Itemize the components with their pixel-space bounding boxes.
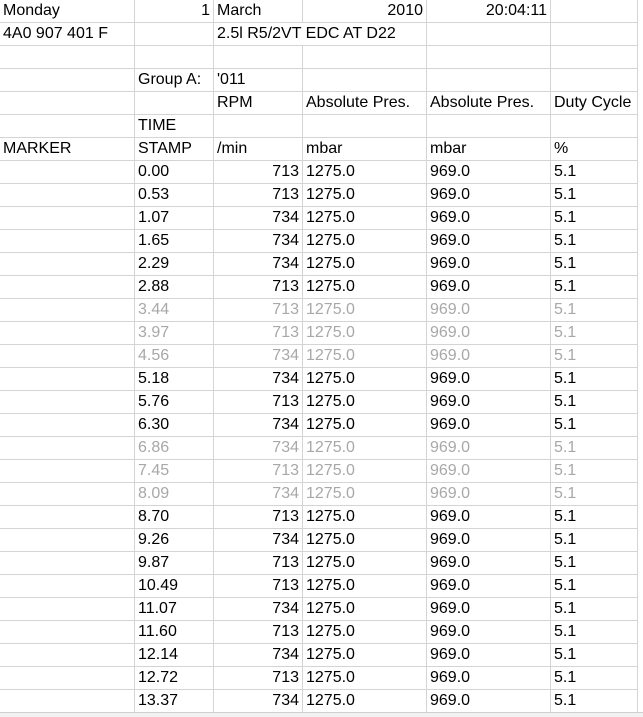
cell-empty[interactable] bbox=[303, 46, 427, 69]
cell-abs-pres-1[interactable]: 1275.0 bbox=[303, 276, 427, 299]
table-row bbox=[0, 483, 638, 506]
unit-rpm[interactable]: /min bbox=[214, 138, 303, 161]
cell-marker[interactable] bbox=[0, 460, 135, 483]
cell-abs-pres-2[interactable]: 969.0 bbox=[427, 345, 551, 368]
cell-duty-cycle[interactable]: 5.1 bbox=[551, 552, 638, 575]
cell-duty-cycle[interactable]: 5.1 bbox=[551, 506, 638, 529]
cell-rpm[interactable]: 713 bbox=[214, 460, 303, 483]
cell-rpm[interactable]: 734 bbox=[214, 690, 303, 713]
cell-marker[interactable] bbox=[0, 529, 135, 552]
cell-marker[interactable] bbox=[0, 161, 135, 184]
cell-abs-pres-2[interactable]: 969.0 bbox=[427, 253, 551, 276]
cell-time-stamp[interactable]: 12.14 bbox=[135, 644, 214, 667]
cell-time-stamp[interactable]: 0.00 bbox=[135, 161, 214, 184]
cell-abs-pres-1[interactable]: 1275.0 bbox=[303, 552, 427, 575]
cell-abs-pres-1[interactable]: 1275.0 bbox=[303, 529, 427, 552]
cell-abs-pres-2[interactable]: 969.0 bbox=[427, 621, 551, 644]
table-row bbox=[0, 437, 638, 460]
table-row bbox=[0, 322, 638, 345]
cell-rpm[interactable]: 713 bbox=[214, 299, 303, 322]
cell-abs-pres-2[interactable]: 969.0 bbox=[427, 276, 551, 299]
cell-time-stamp[interactable]: 10.49 bbox=[135, 575, 214, 598]
cell-rpm[interactable]: 734 bbox=[214, 345, 303, 368]
cell-abs-pres-1[interactable]: 1275.0 bbox=[303, 207, 427, 230]
cell-marker[interactable] bbox=[0, 667, 135, 690]
cell-abs-pres-1[interactable]: 1275.0 bbox=[303, 230, 427, 253]
cell-rpm[interactable]: 713 bbox=[214, 621, 303, 644]
cell-empty[interactable] bbox=[214, 46, 303, 69]
cell-marker[interactable] bbox=[0, 322, 135, 345]
header-row-2 bbox=[0, 23, 638, 46]
table-row bbox=[0, 414, 638, 437]
cell-marker[interactable] bbox=[0, 368, 135, 391]
table-row bbox=[0, 253, 638, 276]
cell-duty-cycle[interactable]: 5.1 bbox=[551, 667, 638, 690]
cell-duty-cycle[interactable]: 5.1 bbox=[551, 690, 638, 713]
cell-rpm[interactable]: 713 bbox=[214, 575, 303, 598]
cell-abs-pres-1[interactable]: 1275.0 bbox=[303, 322, 427, 345]
col-marker-title[interactable]: MARKER bbox=[0, 138, 135, 161]
cell-marker[interactable] bbox=[0, 552, 135, 575]
cell-abs-pres-2[interactable]: 969.0 bbox=[427, 483, 551, 506]
cell-time-stamp[interactable]: 7.45 bbox=[135, 460, 214, 483]
cell-abs-pres-2[interactable]: 969.0 bbox=[427, 667, 551, 690]
cell-abs-pres-1[interactable]: 1275.0 bbox=[303, 299, 427, 322]
cell-duty-cycle[interactable]: 5.1 bbox=[551, 460, 638, 483]
cell-date-num[interactable]: 1 bbox=[135, 0, 214, 23]
unit-row bbox=[0, 138, 638, 161]
cell-rpm[interactable]: 734 bbox=[214, 414, 303, 437]
cell-time-stamp[interactable]: 9.87 bbox=[135, 552, 214, 575]
cell-abs-pres-2[interactable]: 969.0 bbox=[427, 184, 551, 207]
cell-group-value[interactable]: '011 bbox=[214, 69, 303, 92]
cell-marker[interactable] bbox=[0, 506, 135, 529]
unit-pres-2[interactable]: mbar bbox=[427, 138, 551, 161]
cell-abs-pres-2[interactable]: 969.0 bbox=[427, 161, 551, 184]
cell-day[interactable]: Monday bbox=[0, 0, 135, 23]
table-row bbox=[0, 667, 638, 690]
cell-duty-cycle[interactable]: 5.1 bbox=[551, 414, 638, 437]
cell-marker[interactable] bbox=[0, 207, 135, 230]
cell-empty[interactable] bbox=[427, 115, 551, 138]
cell-rpm[interactable]: 713 bbox=[214, 552, 303, 575]
cell-rpm[interactable]: 734 bbox=[214, 230, 303, 253]
cell-abs-pres-2[interactable]: 969.0 bbox=[427, 207, 551, 230]
cell-empty[interactable] bbox=[427, 23, 551, 46]
col-abs-pres-2-title[interactable]: Absolute Pres. bbox=[427, 92, 551, 115]
cell-time-stamp[interactable]: 3.97 bbox=[135, 322, 214, 345]
cell-abs-pres-1[interactable]: 1275.0 bbox=[303, 690, 427, 713]
cell-rpm[interactable]: 734 bbox=[214, 598, 303, 621]
cell-marker[interactable] bbox=[0, 391, 135, 414]
cell-abs-pres-2[interactable]: 969.0 bbox=[427, 322, 551, 345]
cell-time-stamp[interactable]: 13.37 bbox=[135, 690, 214, 713]
cell-abs-pres-2[interactable]: 969.0 bbox=[427, 299, 551, 322]
cell-time[interactable]: 20:04:11 bbox=[427, 0, 551, 23]
table-row bbox=[0, 345, 638, 368]
cell-rpm[interactable]: 734 bbox=[214, 207, 303, 230]
col-time-title-2[interactable]: STAMP bbox=[135, 138, 214, 161]
table-row bbox=[0, 506, 638, 529]
cell-duty-cycle[interactable]: 5.1 bbox=[551, 621, 638, 644]
cell-empty[interactable] bbox=[135, 92, 214, 115]
cell-rpm[interactable]: 713 bbox=[214, 667, 303, 690]
cell-rpm[interactable]: 713 bbox=[214, 391, 303, 414]
cell-abs-pres-1[interactable]: 1275.0 bbox=[303, 621, 427, 644]
cell-empty[interactable] bbox=[551, 46, 638, 69]
cell-marker[interactable] bbox=[0, 690, 135, 713]
cell-marker[interactable] bbox=[0, 621, 135, 644]
cell-duty-cycle[interactable]: 5.1 bbox=[551, 437, 638, 460]
cell-abs-pres-1[interactable]: 1275.0 bbox=[303, 368, 427, 391]
cell-empty[interactable] bbox=[135, 23, 214, 46]
cell-duty-cycle[interactable]: 5.1 bbox=[551, 276, 638, 299]
table-row bbox=[0, 690, 638, 713]
cell-marker[interactable] bbox=[0, 230, 135, 253]
cell-marker[interactable] bbox=[0, 483, 135, 506]
cell-abs-pres-1[interactable]: 1275.0 bbox=[303, 414, 427, 437]
table-row bbox=[0, 161, 638, 184]
cell-empty[interactable] bbox=[0, 69, 135, 92]
cell-marker[interactable] bbox=[0, 437, 135, 460]
cell-month[interactable]: March bbox=[214, 0, 303, 23]
cell-duty-cycle[interactable]: 5.1 bbox=[551, 345, 638, 368]
cell-time-stamp[interactable]: 3.44 bbox=[135, 299, 214, 322]
cell-marker[interactable] bbox=[0, 253, 135, 276]
col-abs-pres-1-title[interactable]: Absolute Pres. bbox=[303, 92, 427, 115]
cell-duty-cycle[interactable]: 5.1 bbox=[551, 368, 638, 391]
cell-duty-cycle[interactable]: 5.1 bbox=[551, 529, 638, 552]
cell-empty[interactable] bbox=[0, 92, 135, 115]
table-row bbox=[0, 391, 638, 414]
cell-rpm[interactable]: 713 bbox=[214, 161, 303, 184]
table-row bbox=[0, 598, 638, 621]
cell-abs-pres-2[interactable]: 969.0 bbox=[427, 506, 551, 529]
cell-duty-cycle[interactable]: 5.1 bbox=[551, 483, 638, 506]
table-row bbox=[0, 230, 638, 253]
cell-rpm[interactable]: 713 bbox=[214, 276, 303, 299]
cell-time-stamp[interactable]: 8.70 bbox=[135, 506, 214, 529]
cell-abs-pres-2[interactable]: 969.0 bbox=[427, 552, 551, 575]
cell-time-stamp[interactable]: 6.30 bbox=[135, 414, 214, 437]
cell-time-stamp[interactable]: 8.09 bbox=[135, 483, 214, 506]
cell-abs-pres-1[interactable]: 1275.0 bbox=[303, 575, 427, 598]
cell-abs-pres-2[interactable]: 969.0 bbox=[427, 575, 551, 598]
cell-rpm[interactable]: 713 bbox=[214, 184, 303, 207]
cell-abs-pres-1[interactable]: 1275.0 bbox=[303, 184, 427, 207]
cell-abs-pres-2[interactable]: 969.0 bbox=[427, 644, 551, 667]
cell-year[interactable]: 2010 bbox=[303, 0, 427, 23]
cell-abs-pres-1[interactable]: 1275.0 bbox=[303, 644, 427, 667]
cell-empty[interactable] bbox=[551, 0, 638, 23]
cell-abs-pres-2[interactable]: 969.0 bbox=[427, 230, 551, 253]
cell-rpm[interactable]: 734 bbox=[214, 483, 303, 506]
cell-abs-pres-1[interactable]: 1275.0 bbox=[303, 437, 427, 460]
cell-rpm[interactable]: 734 bbox=[214, 253, 303, 276]
cell-duty-cycle[interactable]: 5.1 bbox=[551, 161, 638, 184]
col-time-title-1[interactable]: TIME bbox=[135, 115, 214, 138]
table-row bbox=[0, 368, 638, 391]
cell-time-stamp[interactable]: 5.76 bbox=[135, 391, 214, 414]
cell-marker[interactable] bbox=[0, 598, 135, 621]
table-row bbox=[0, 207, 638, 230]
cell-marker[interactable] bbox=[0, 299, 135, 322]
cell-duty-cycle[interactable]: 5.1 bbox=[551, 322, 638, 345]
cell-abs-pres-1[interactable]: 1275.0 bbox=[303, 345, 427, 368]
table-row bbox=[0, 529, 638, 552]
cell-abs-pres-1[interactable]: 1275.0 bbox=[303, 391, 427, 414]
cell-empty[interactable] bbox=[0, 115, 135, 138]
col-rpm-title[interactable]: RPM bbox=[214, 92, 303, 115]
cell-rpm[interactable]: 713 bbox=[214, 506, 303, 529]
cell-abs-pres-1[interactable]: 1275.0 bbox=[303, 506, 427, 529]
cell-time-stamp[interactable]: 1.07 bbox=[135, 207, 214, 230]
cell-duty-cycle[interactable]: 5.1 bbox=[551, 598, 638, 621]
cell-marker[interactable] bbox=[0, 414, 135, 437]
cell-duty-cycle[interactable]: 5.1 bbox=[551, 391, 638, 414]
cell-abs-pres-1[interactable]: 1275.0 bbox=[303, 460, 427, 483]
cell-time-stamp[interactable]: 2.29 bbox=[135, 253, 214, 276]
cell-marker[interactable] bbox=[0, 184, 135, 207]
cell-empty[interactable] bbox=[551, 23, 638, 46]
cell-time-stamp[interactable]: 4.56 bbox=[135, 345, 214, 368]
cell-empty[interactable] bbox=[214, 115, 303, 138]
cell-abs-pres-2[interactable]: 969.0 bbox=[427, 690, 551, 713]
cell-empty[interactable] bbox=[551, 115, 638, 138]
col-duty-cycle-title[interactable]: Duty Cycle bbox=[551, 92, 638, 115]
table-row bbox=[0, 460, 638, 483]
cell-empty[interactable] bbox=[0, 46, 135, 69]
cell-part-no[interactable]: 4A0 907 401 F bbox=[0, 23, 135, 46]
cell-abs-pres-2[interactable]: 969.0 bbox=[427, 391, 551, 414]
header-row-1 bbox=[0, 0, 638, 23]
cell-empty[interactable] bbox=[303, 115, 427, 138]
cell-duty-cycle[interactable]: 5.1 bbox=[551, 253, 638, 276]
cell-time-stamp[interactable]: 11.60 bbox=[135, 621, 214, 644]
cell-abs-pres-1[interactable]: 1275.0 bbox=[303, 253, 427, 276]
cell-abs-pres-1[interactable]: 1275.0 bbox=[303, 667, 427, 690]
cell-rpm[interactable]: 734 bbox=[214, 437, 303, 460]
table-row bbox=[0, 621, 638, 644]
cell-time-stamp[interactable]: 5.18 bbox=[135, 368, 214, 391]
cell-time-stamp[interactable]: 6.86 bbox=[135, 437, 214, 460]
cell-marker[interactable] bbox=[0, 345, 135, 368]
cell-duty-cycle[interactable]: 5.1 bbox=[551, 207, 638, 230]
cell-rpm[interactable]: 734 bbox=[214, 368, 303, 391]
time-title-row bbox=[0, 115, 638, 138]
cell-abs-pres-2[interactable]: 969.0 bbox=[427, 598, 551, 621]
cell-abs-pres-1[interactable]: 1275.0 bbox=[303, 598, 427, 621]
cell-duty-cycle[interactable]: 5.1 bbox=[551, 644, 638, 667]
cell-empty[interactable] bbox=[135, 46, 214, 69]
empty-row bbox=[0, 46, 638, 69]
table-row bbox=[0, 184, 638, 207]
group-row bbox=[0, 69, 638, 92]
cell-rpm[interactable]: 734 bbox=[214, 644, 303, 667]
table-row bbox=[0, 552, 638, 575]
cell-rpm[interactable]: 734 bbox=[214, 529, 303, 552]
cell-duty-cycle[interactable]: 5.1 bbox=[551, 230, 638, 253]
unit-pres-1[interactable]: mbar bbox=[303, 138, 427, 161]
cell-abs-pres-2[interactable]: 969.0 bbox=[427, 368, 551, 391]
cell-duty-cycle[interactable]: 5.1 bbox=[551, 299, 638, 322]
cell-time-stamp[interactable]: 11.07 bbox=[135, 598, 214, 621]
cell-time-stamp[interactable]: 1.65 bbox=[135, 230, 214, 253]
cell-empty[interactable] bbox=[427, 46, 551, 69]
cell-abs-pres-2[interactable]: 969.0 bbox=[427, 437, 551, 460]
table-row bbox=[0, 299, 638, 322]
cell-duty-cycle[interactable]: 5.1 bbox=[551, 575, 638, 598]
cell-time-stamp[interactable]: 9.26 bbox=[135, 529, 214, 552]
sheet-bottom-edge bbox=[0, 712, 643, 717]
unit-duty[interactable]: % bbox=[551, 138, 638, 161]
cell-abs-pres-1[interactable]: 1275.0 bbox=[303, 483, 427, 506]
cell-engine[interactable]: 2.5l R5/2VT EDC AT D22 bbox=[214, 23, 427, 46]
column-title-row bbox=[0, 92, 638, 115]
cell-empty[interactable] bbox=[551, 69, 638, 92]
cell-empty[interactable] bbox=[303, 69, 427, 92]
cell-marker[interactable] bbox=[0, 575, 135, 598]
cell-time-stamp[interactable]: 0.53 bbox=[135, 184, 214, 207]
cell-abs-pres-1[interactable]: 1275.0 bbox=[303, 161, 427, 184]
cell-duty-cycle[interactable]: 5.1 bbox=[551, 184, 638, 207]
cell-empty[interactable] bbox=[427, 69, 551, 92]
cell-marker[interactable] bbox=[0, 644, 135, 667]
table-row bbox=[0, 575, 638, 598]
cell-marker[interactable] bbox=[0, 276, 135, 299]
cell-abs-pres-2[interactable]: 969.0 bbox=[427, 529, 551, 552]
cell-abs-pres-2[interactable]: 969.0 bbox=[427, 460, 551, 483]
cell-time-stamp[interactable]: 2.88 bbox=[135, 276, 214, 299]
cell-group-label[interactable]: Group A: bbox=[135, 69, 214, 92]
cell-time-stamp[interactable]: 12.72 bbox=[135, 667, 214, 690]
table-row bbox=[0, 644, 638, 667]
cell-abs-pres-2[interactable]: 969.0 bbox=[427, 414, 551, 437]
table-row bbox=[0, 276, 638, 299]
cell-rpm[interactable]: 713 bbox=[214, 322, 303, 345]
